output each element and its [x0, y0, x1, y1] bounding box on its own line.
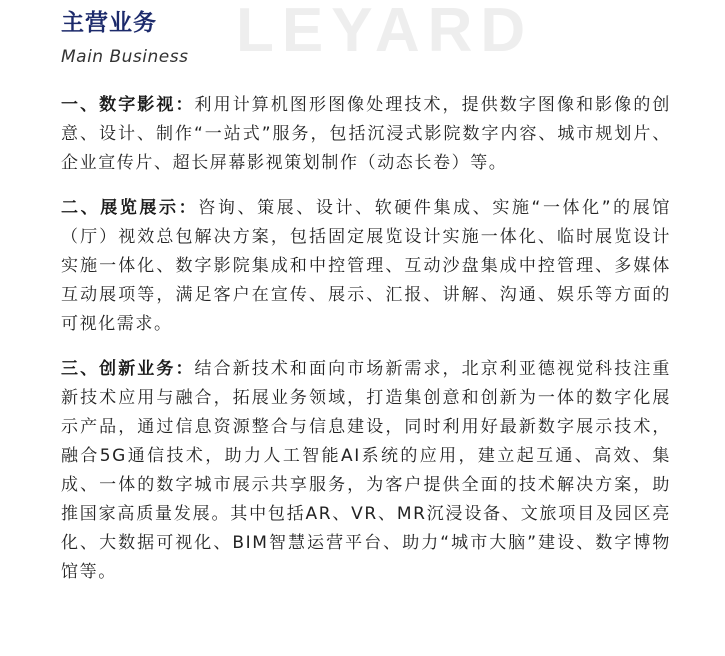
section-exhibition	[61, 194, 671, 339]
page-header	[61, 7, 188, 69]
section-body: 结合新技术和面向市场新需求，北京利亚德视觉科技注重新技术应用与融合，拓展业务领域，打造集创意和创新为一体的数字化展示产品，通过信息资源整合与信息建设，同时利用好最新数字展示技术，融合5G通信技术，助力人工智能AI系统的应用，建立起互通、高效、集成、一体的数字城市展示共享服务，为客户提供全面的技术解决方案，助推国家高质量发展。其中包括AR、VR、MR沉浸设备、文旅项目及园区亮化、大数据可视化、BIM智慧运营平台、助力“城市大脑”建设、数字博物馆等。	[61, 359, 672, 582]
section-digital-film	[61, 91, 671, 178]
page-title: 主营业务	[61, 10, 157, 36]
section-heading: 二、展览展示：	[61, 198, 199, 218]
section-innovation	[61, 355, 671, 587]
business-content	[61, 91, 671, 603]
section-heading: 三、创新业务：	[61, 359, 195, 379]
brand-watermark: LEYARD	[236, 0, 534, 65]
section-heading: 一、数字影视：	[61, 95, 195, 115]
page-subtitle: Main Business	[61, 47, 189, 67]
section-body: 咨询、策展、设计、软硬件集成、实施“一体化”的展馆（厅）视效总包解决方案，包括固定展览设计实施一体化、临时展览设计实施一体化、数字影院集成和中控管理、互动沙盘集成中控管理、多媒体互动展项等，满足客户在宣传、展示、汇报、讲解、沟通、娱乐等方面的可视化需求。	[61, 198, 671, 334]
section-body: 利用计算机图形图像处理技术，提供数字图像和影像的创意、设计、制作“一站式”服务，包括沉浸式影院数字内容、城市规划片、企业宣传片、超长屏幕影视策划制作（动态长卷）等。	[61, 95, 672, 173]
